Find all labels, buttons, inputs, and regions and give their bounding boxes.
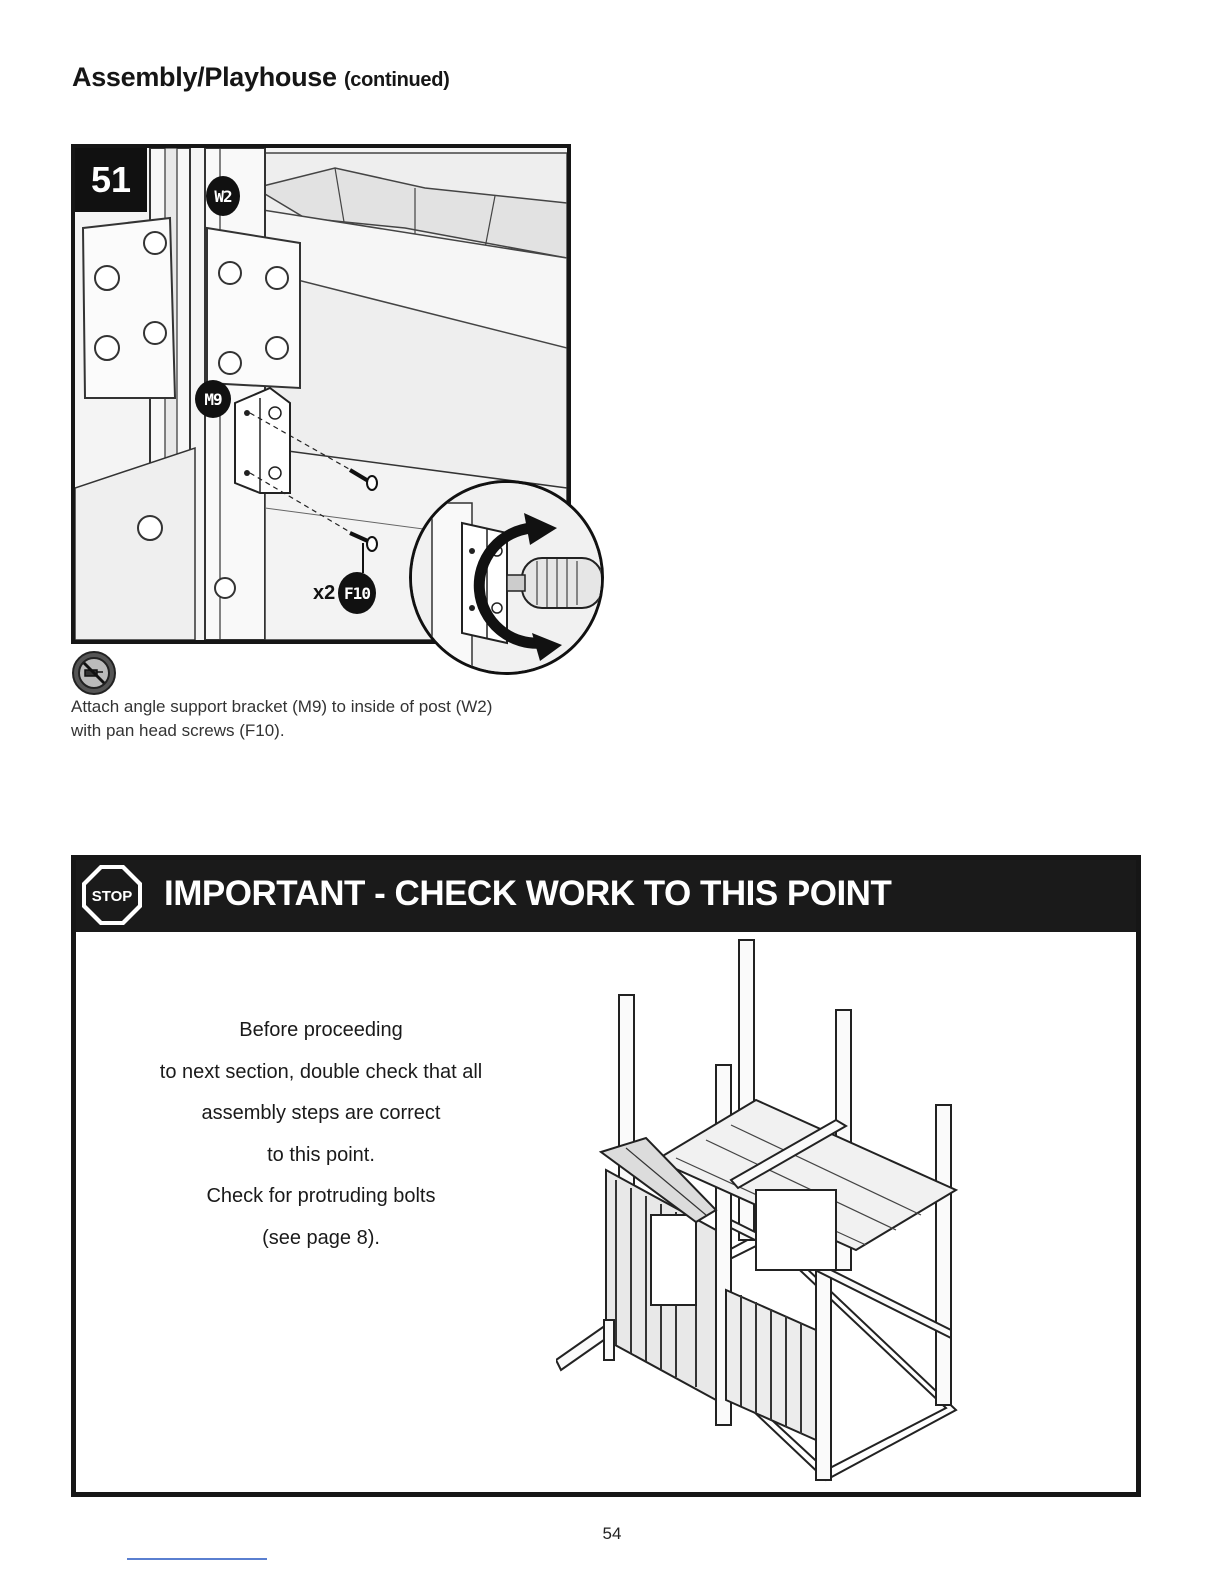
check-line: Before proceeding (239, 1019, 403, 1041)
screw-quantity: x2 (313, 582, 336, 604)
step-number: 51 (75, 148, 147, 212)
important-check-box (71, 855, 1141, 1497)
stop-label: STOP (91, 888, 133, 905)
section-title: Assembly/Playhouse (72, 62, 337, 92)
important-banner (76, 860, 1136, 932)
step-51-illustration (71, 144, 571, 644)
step-instruction (71, 695, 591, 743)
instruction-line-2: with pan head screws (F10). (71, 721, 285, 740)
part-label-m9: M9 (195, 380, 231, 418)
playset-frame-illustration (556, 930, 976, 1490)
check-line: to next section, double check that all (159, 1060, 483, 1083)
screwdriver-detail-icon (409, 480, 604, 675)
stop-sign-icon (80, 863, 144, 927)
instruction-line-1: Attach angle support bracket (M9) to inside of post (W2) (71, 697, 493, 716)
section-continued: (continued) (343, 69, 450, 91)
no-power-tool-icon (72, 651, 116, 695)
important-title: IMPORTANT - CHECK WORK TO THIS POINT (164, 874, 892, 913)
part-label-w2: W2 (206, 176, 240, 216)
footer-rule (127, 1558, 267, 1560)
check-work-text (116, 1010, 526, 1259)
section-heading (72, 62, 450, 93)
check-line: assembly steps are correct (201, 1102, 441, 1124)
check-line: (see page 8). (262, 1226, 380, 1249)
check-line: Check for protruding bolts (206, 1185, 436, 1207)
check-line: to this point. (267, 1143, 375, 1166)
part-label-f10: F10 (338, 572, 376, 614)
page-number: 54 (602, 1524, 622, 1543)
